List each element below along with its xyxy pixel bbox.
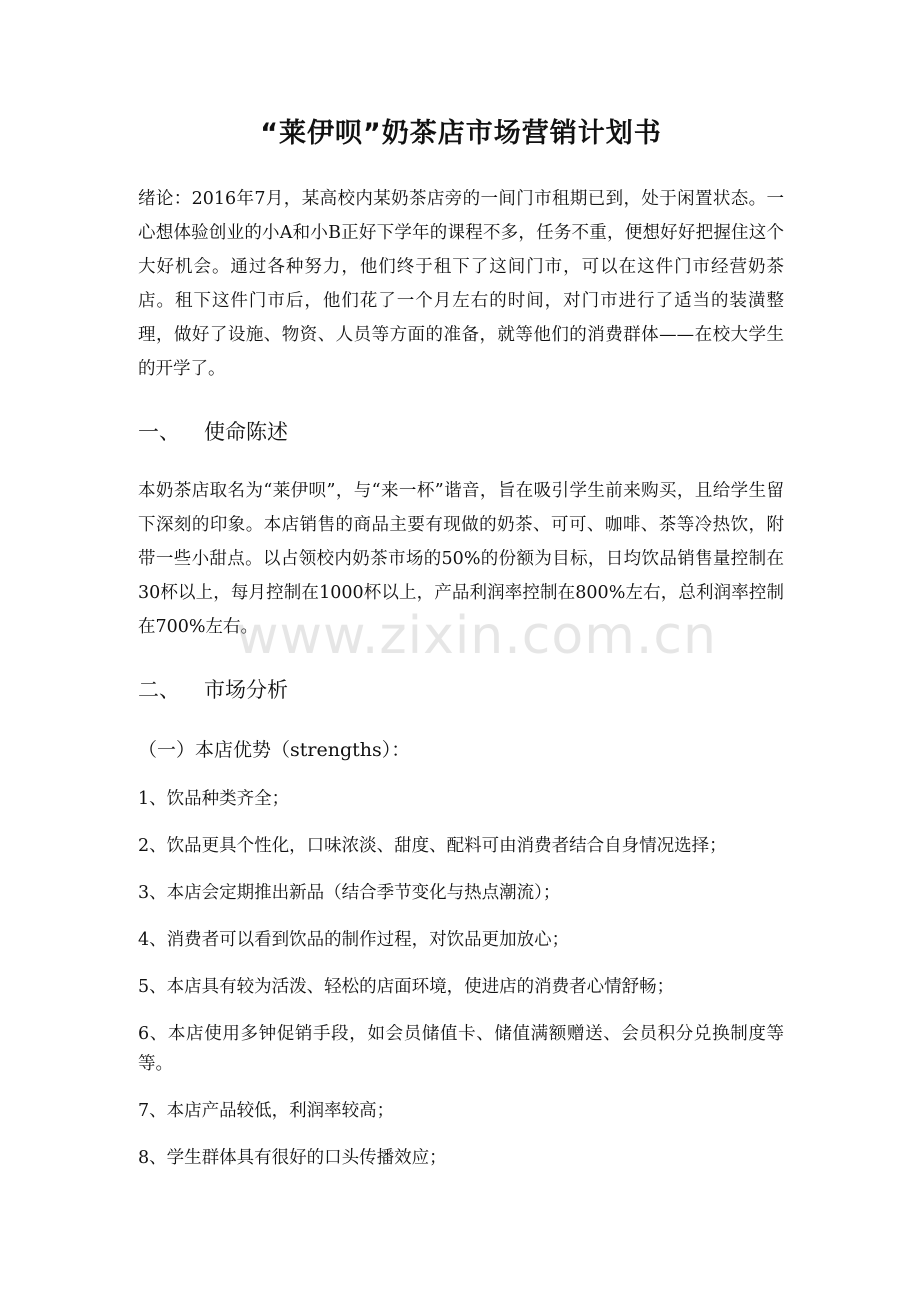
list-item: 8、学生群体具有很好的口头传播效应； xyxy=(138,1148,447,1168)
list-item: 4、消费者可以看到饮品的制作过程，对饮品更加放心； xyxy=(138,930,570,950)
section-2-number: 二、 xyxy=(138,678,180,702)
list-item: 2、饮品更具个性化，口味浓淡、甜度、配料可由消费者结合自身情况选择； xyxy=(138,836,727,856)
watermark: www.zixin.com.cn xyxy=(236,606,717,666)
list-item: 1、饮品种类齐全； xyxy=(138,789,290,809)
section-1-heading xyxy=(138,412,784,452)
list-item: 5、本店具有较为活泼、轻松的店面环境，使进店的消费者心情舒畅； xyxy=(138,977,675,997)
section-1-title: 使命陈述 xyxy=(204,420,288,444)
section-1-body: 本奶茶店取名为“莱伊呗”，与“来一杯”谐音，旨在吸引学生前来购买，且给学生留下深刻的印象。本店销售的商品主要有现做的奶茶、可可、咖啡、茶等冷热饮，附带一些小甜点。以占领校内奶茶市场的50%的份额为目标，日均饮品销售量控制在30杯以上，每月控制在1000杯以上，产品利润率控制在800%左右，总利润率控制在700%左右。 xyxy=(138,481,784,637)
strengths-list xyxy=(138,784,784,1173)
document-page xyxy=(138,112,784,1190)
document-title: “莱伊呗”奶茶店市场营销计划书 xyxy=(260,118,662,149)
list-item: 7、本店产品较低，利润率较高； xyxy=(138,1101,395,1121)
intro-paragraph: 绪论：2016年7月，某高校内某奶茶店旁的一间门市租期已到，处于闲置状态。一心想体验创业的小A和小B正好下学年的课程不多，任务不重，便想好好把握住这个大好机会。通过各种努力，他们终于租下了这间门市，可以在这件门市经营奶茶店。租下这件门市后，他们花了一个月左右的时间，对门市进行了适当的装潢整理，做好了设施、物资、人员等方面的准备，就等他们的消费群体——在校大学生的开学了。 xyxy=(138,189,784,379)
section-2-heading xyxy=(138,670,784,710)
section-2-title: 市场分析 xyxy=(204,678,288,702)
list-item: 3、本店会定期推出新品（结合季节变化与热点潮流）； xyxy=(138,883,561,903)
section-1-number: 一、 xyxy=(138,420,180,444)
list-item: 6、本店使用多钟促销手段，如会员储值卡、储值满额赠送、会员积分兑换制度等等。 xyxy=(138,1024,784,1074)
subsection-strengths-heading: （一）本店优势（strengths）： xyxy=(138,739,411,761)
